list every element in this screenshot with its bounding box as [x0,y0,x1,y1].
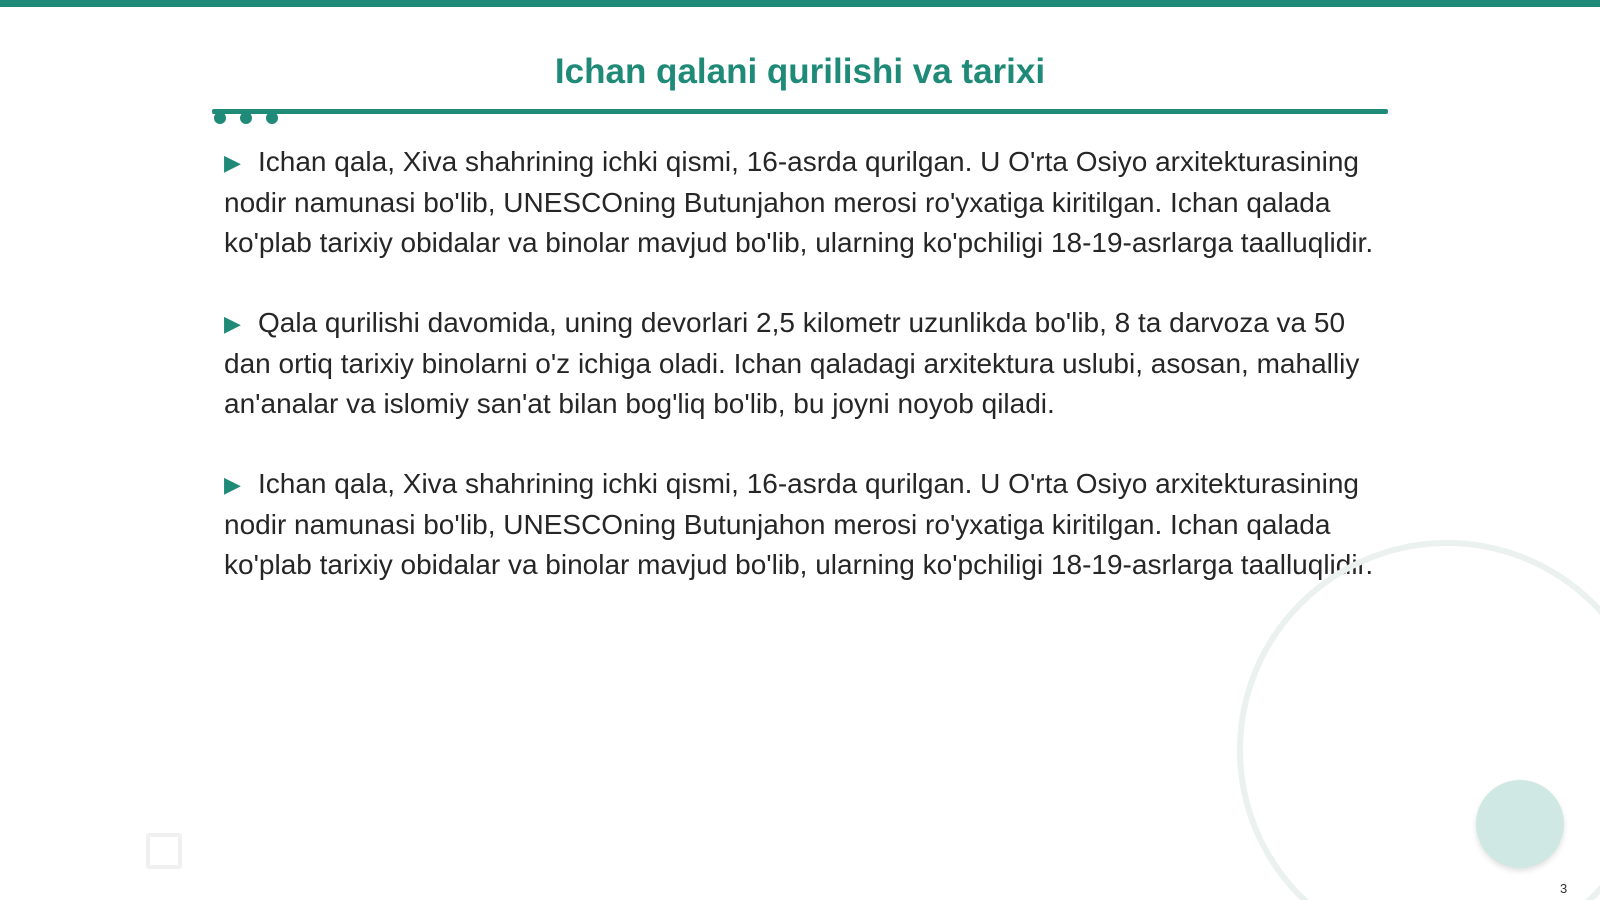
bullet-text: Ichan qala, Xiva shahrining ichki qismi, 16-asrda qurilgan. U O'rta Osiyo arxitekturasining nodir namunasi bo'lib, UNESCOning Butunjahon merosi ro'yxatiga kiritilgan. Ichan qalada ko'plab tarixiy obidalar va binolar mavjud bo'lib, ularning ko'pchiligi 18-19-asrlarga taalluqlidir. [224,468,1374,580]
decorative-circle [1476,780,1564,868]
page-number: 3 [1560,881,1568,896]
slide-title: Ichan qalani qurilishi va tarixi [554,52,1046,91]
underline-dot [266,112,278,124]
bullet-item [224,142,1390,263]
bullet-arrow-icon: ▶ [224,150,241,175]
bullet-arrow-icon: ▶ [224,311,241,336]
bullet-item [224,464,1390,585]
bullet-list [224,142,1390,625]
bullet-arrow-icon: ▶ [224,472,241,497]
title-underline [212,109,1388,114]
bullet-text: Qala qurilishi davomida, uning devorlari 2,5 kilometr uzunlikda bo'lib, 8 ta darvoza va 50 dan ortiq tarixiy binolarni o'z ichiga oladi. Ichan qaladagi arxitektura uslubi, asosan, mahalliy an'analar va islomiy san'at bilan bog'liq bo'lib, bu joyni noyob qiladi. [224,307,1360,419]
bullet-item [224,303,1390,424]
underline-dot [214,112,226,124]
top-accent-bar [0,0,1600,7]
underline-dot [240,112,252,124]
decorative-square [146,833,182,869]
bullet-text: Ichan qala, Xiva shahrining ichki qismi, 16-asrda qurilgan. U O'rta Osiyo arxitekturasining nodir namunasi bo'lib, UNESCOning Butunjahon merosi ro'yxatiga kiritilgan. Ichan qalada ko'plab tarixiy obidalar va binolar mavjud bo'lib, ularning ko'pchiligi 18-19-asrlarga taalluqlidir. [224,146,1374,258]
